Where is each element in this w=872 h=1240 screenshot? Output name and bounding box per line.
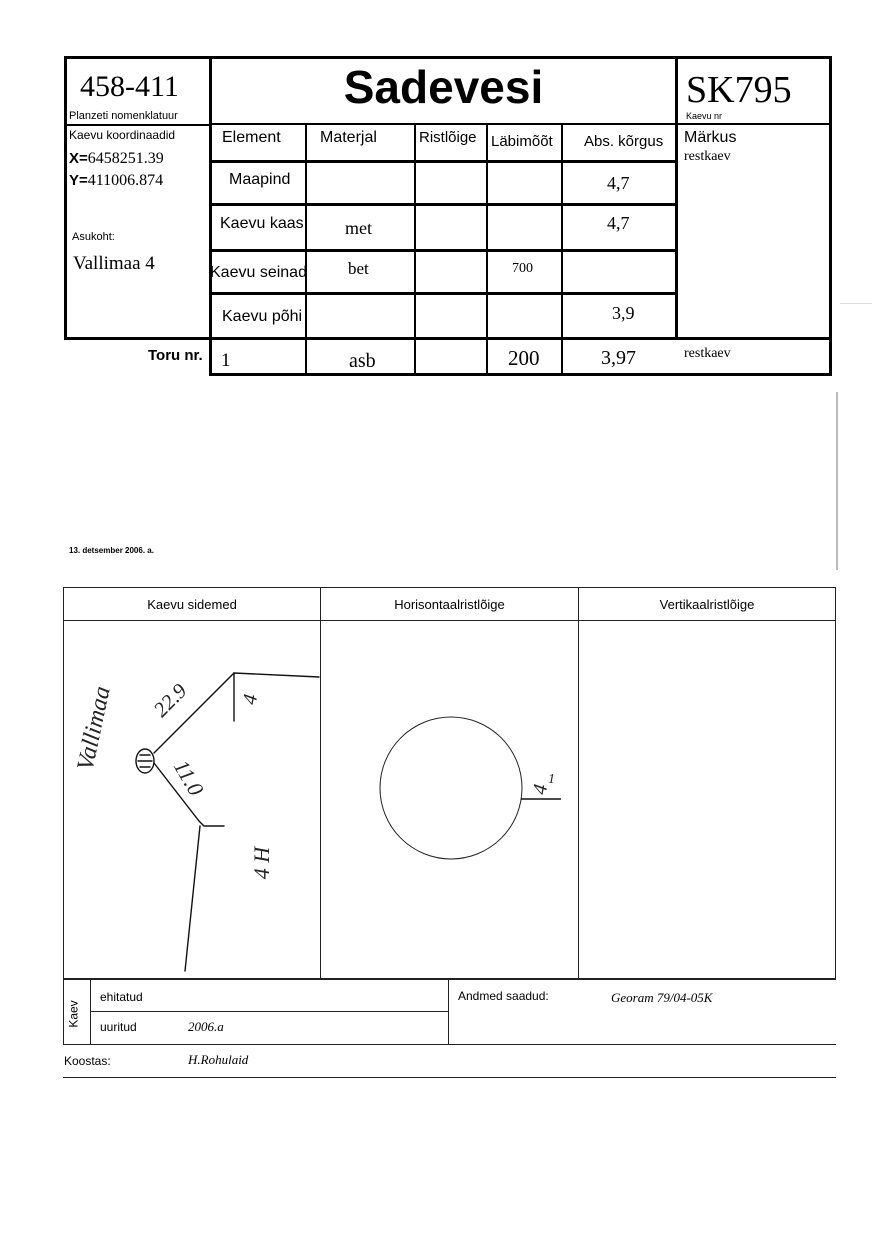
y-value: 411006.874 [87,172,164,189]
pipe-diameter: 200 [508,346,540,370]
well-outline-icon [380,717,522,859]
handwritten-mark: 4 [528,782,553,797]
date-label: 13. detsember 2006. a. [69,546,154,555]
pipe-label: Toru nr. [148,347,203,364]
author-value: H.Rohulaid [188,1052,249,1067]
well-number: SK795 [686,69,792,111]
row-material: bet [348,259,369,278]
sketch-line [185,826,200,971]
nomenclature: 458-411 [80,70,179,103]
pipe-remark: restkaev [684,346,731,361]
pipe-number: 1 [221,350,231,371]
coords-label: Kaevu koordinaadid [69,128,176,142]
nomenclature-label: Planzeti nomenklatuur [69,110,178,122]
row-material: met [345,218,372,238]
col-header-material: Materjal [320,129,377,146]
col-header-diameter: Läbimõõt [491,133,553,150]
row-element: Kaevu seinad [210,264,307,281]
handwritten-mark: 4 [238,692,263,707]
row-diameter: 700 [512,261,533,276]
x-value: 6458251.39 [87,150,164,167]
handwritten-pipe-number: 1 [548,772,555,787]
row-element: Kaevu põhi [222,308,303,325]
scan-edge-line [840,303,872,304]
handwritten-label: 4 H [249,846,275,880]
author-label: Koostas: [64,1054,111,1068]
row-height: 4,7 [607,213,630,233]
x-coordinate [69,150,164,168]
col-header-horizontal: Horisontaalristlõige [394,597,505,612]
well-side-label: Kaev [66,1000,81,1028]
page-title: Sadevesi [343,61,544,113]
y-label: Y= [69,172,88,189]
col-header-connections: Kaevu sidemed [147,597,237,612]
source-value: Georam 79/04-05K [611,990,713,1005]
col-header-element: Element [222,129,281,146]
pipe-material: asb [349,350,376,372]
handwritten-distance: 22.9 [148,678,192,722]
handwritten-distance: 11.0 [168,755,209,800]
location-label: Asukoht: [72,231,115,243]
col-header-abs-height: Abs. kõrgus [584,133,664,150]
row-height: 4,7 [607,173,630,193]
well-number-label: Kaevu nr [686,111,723,121]
scan-edge-line [836,392,838,570]
col-header-vertical: Vertikaalristlõige [659,597,755,612]
x-label: X= [69,150,88,167]
col-header-remark: Märkus [684,129,737,146]
surveyed-value: 2006.a [188,1019,224,1034]
handwritten-street: Vallimaa [72,683,116,773]
y-coordinate [69,172,163,190]
connection-sketch [64,621,320,978]
surveyed-label: uuritud [100,1020,137,1034]
built-label: ehitatud [100,990,143,1004]
row-element: Maapind [229,171,291,188]
horizontal-section-drawing [321,621,578,978]
pipe-height: 3,97 [601,347,636,369]
source-label: Andmed saadud: [458,989,549,1003]
location-value: Vallimaa 4 [73,253,155,274]
col-header-crosssection: Ristlõige [419,129,477,146]
remark-top: restkaev [684,149,731,164]
row-element: Kaevu kaas [220,215,304,232]
row-height: 3,9 [612,303,635,323]
